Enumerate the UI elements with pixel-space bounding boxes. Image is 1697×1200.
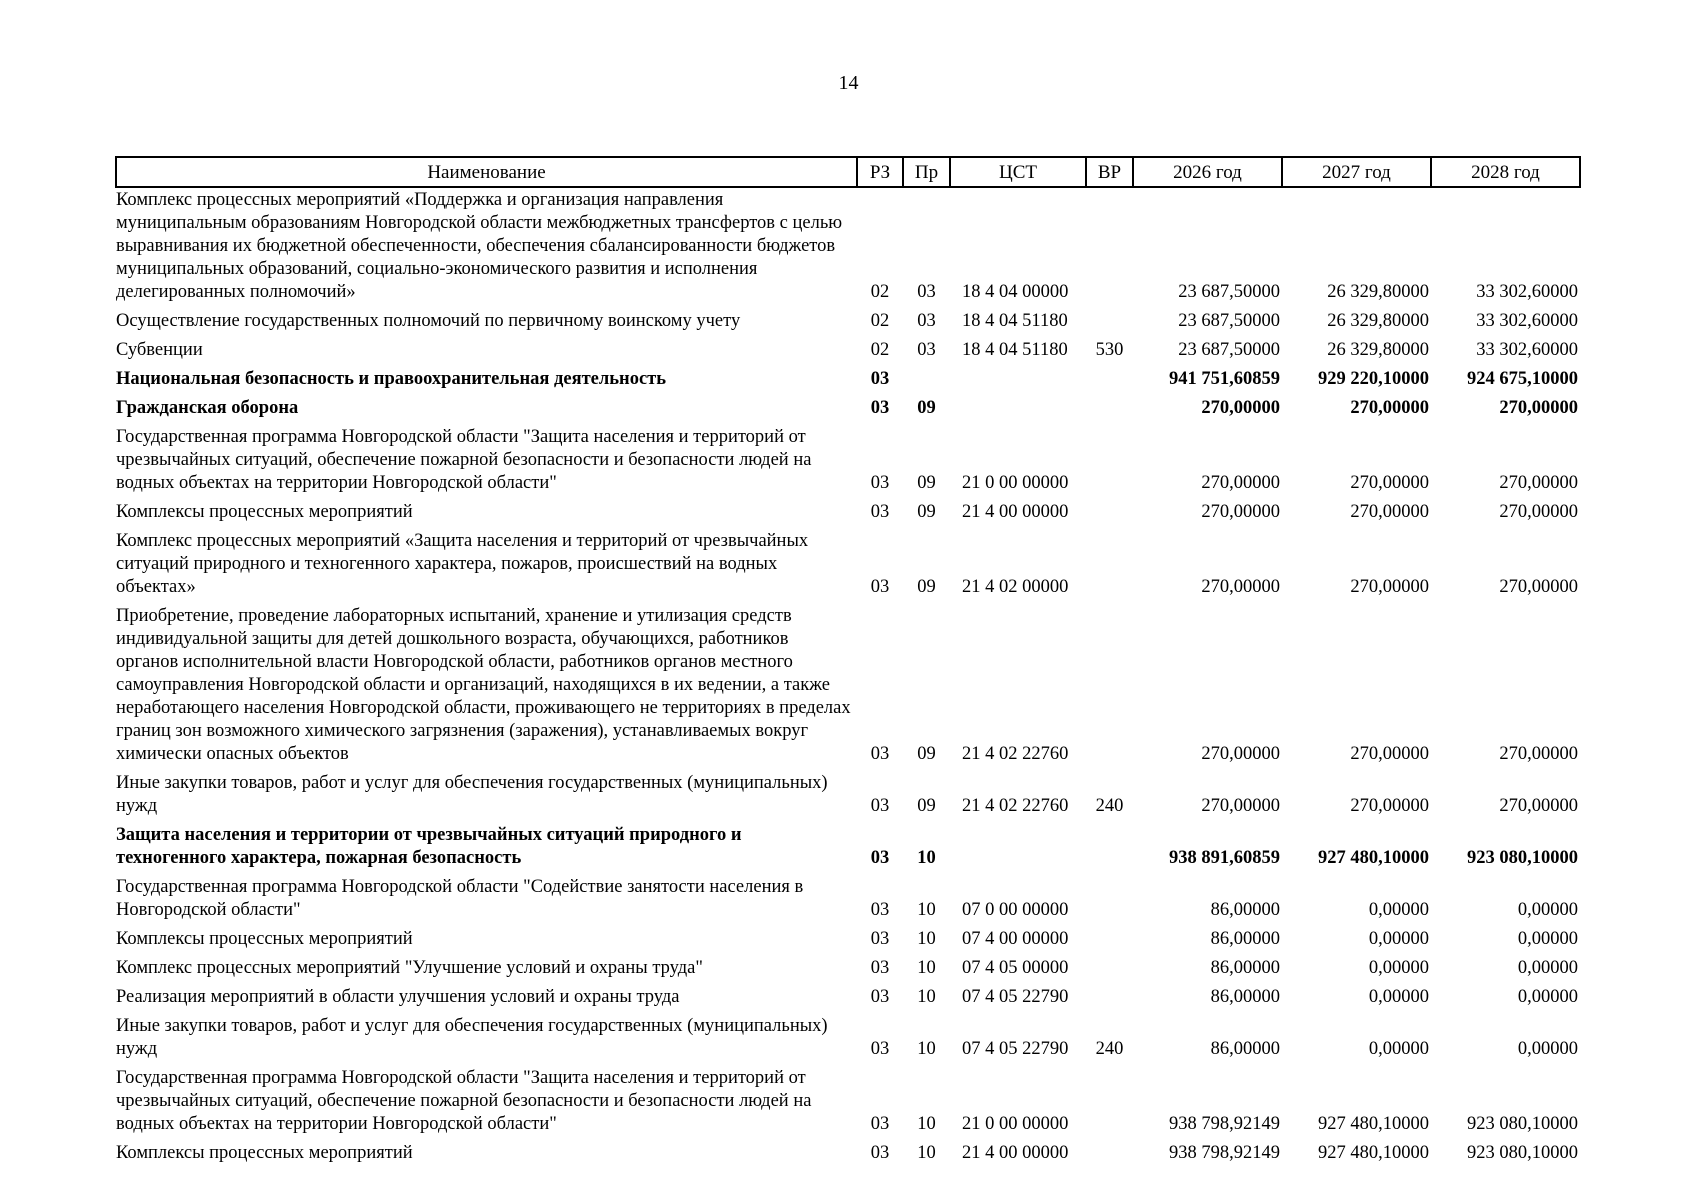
table-row: [116, 530, 1580, 605]
cell-name: Государственная программа Новгородской области "Содействие занятости населения в Новгородской области": [116, 877, 804, 920]
header-2026: 2026 год: [1133, 157, 1282, 187]
cell-y2027: 26 329,80000: [1327, 340, 1429, 360]
cell-vr: 240: [1095, 796, 1124, 816]
table-row: [116, 876, 1580, 928]
cell-name: Субвенции: [116, 340, 203, 360]
cell-y2026: 270,00000: [1201, 473, 1280, 493]
cell-cst: 21 4 02 22760: [962, 796, 1069, 816]
cell-cst: 18 4 04 51180: [962, 311, 1068, 331]
cell-name: Приобретение, проведение лабораторных испытаний, хранение и утилизация средств индивидуальной защиты для детей дошкольного возраста, обучающихся, работников органов исполнительной власти Новгородской области, работников органов местного самоуправления Новгородской области и организаций, находящихся в их ведении, а также неработающего населения Новгородской области, проживающего не территориях в пределах границ зон возможного химического загрязнения (заражения), устанавливаемых вокруг химически опасных объектов: [116, 606, 851, 764]
cell-name: Осуществление государственных полномочий по первичному воинскому учету: [116, 311, 741, 331]
cell-rz: 03: [870, 796, 890, 816]
cell-y2027: 0,00000: [1368, 958, 1429, 978]
cell-cst: 18 4 04 51180: [962, 340, 1068, 360]
cell-rz: 03: [870, 398, 890, 418]
cell-y2026: 23 687,50000: [1178, 282, 1280, 302]
cell-y2026: 86,00000: [1210, 958, 1280, 978]
table-row: [116, 339, 1580, 368]
cell-pr: 10: [917, 1143, 936, 1163]
cell-vr: [1086, 368, 1133, 397]
cell-cst: 21 0 00 00000: [962, 1114, 1069, 1134]
cell-vr: [1086, 957, 1133, 986]
cell-name: Реализация мероприятий в области улучшения условий и охраны труда: [116, 987, 680, 1007]
cell-y2028: 33 302,60000: [1476, 311, 1578, 331]
cell-y2026: 938 798,92149: [1169, 1143, 1280, 1163]
cell-y2026: 941 751,60859: [1169, 369, 1280, 389]
cell-cst: 07 0 00 00000: [962, 900, 1069, 920]
cell-y2026: 270,00000: [1201, 796, 1280, 816]
table-row: [116, 368, 1580, 397]
cell-rz: 03: [870, 929, 890, 949]
header-name: Наименование: [116, 157, 857, 187]
cell-y2028: 0,00000: [1517, 929, 1578, 949]
cell-cst: [950, 368, 1086, 397]
cell-name: Комплекс процессных мероприятий «Защита населения и территорий от чрезвычайных ситуаций природного и техногенного характера, пожаров, происшествий на водных объектах»: [116, 531, 809, 597]
cell-cst: 07 4 05 22790: [962, 987, 1069, 1007]
table-row: [116, 957, 1580, 986]
cell-y2027: 270,00000: [1350, 473, 1429, 493]
cell-y2028: 0,00000: [1517, 1039, 1578, 1059]
cell-cst: 21 4 00 00000: [962, 502, 1069, 522]
cell-y2028: 270,00000: [1499, 744, 1578, 764]
cell-vr: [1086, 530, 1133, 605]
cell-y2027: 927 480,10000: [1318, 848, 1429, 868]
header-rz: РЗ: [857, 157, 903, 187]
cell-y2027: 26 329,80000: [1327, 311, 1429, 331]
cell-vr: [1086, 928, 1133, 957]
cell-pr: 10: [917, 848, 936, 868]
cell-y2028: 270,00000: [1499, 473, 1578, 493]
cell-vr: [1086, 501, 1133, 530]
cell-rz: 03: [870, 473, 890, 493]
cell-y2027: 0,00000: [1368, 900, 1429, 920]
cell-y2028: 0,00000: [1517, 987, 1578, 1007]
cell-vr: [1086, 1142, 1133, 1171]
cell-name: Государственная программа Новгородской области "Защита населения и территорий от чрезвычайных ситуаций, обеспечение пожарной безопасности и безопасности людей на водных объектах на территории Новгородской области": [116, 427, 812, 493]
header-2028: 2028 год: [1431, 157, 1580, 187]
cell-y2027: 0,00000: [1368, 929, 1429, 949]
cell-cst: [950, 824, 1086, 876]
cell-rz: 03: [870, 987, 890, 1007]
cell-pr: 10: [917, 929, 936, 949]
table-row: [116, 928, 1580, 957]
cell-y2026: 270,00000: [1201, 502, 1280, 522]
cell-y2026: 86,00000: [1210, 900, 1280, 920]
table-row: [116, 501, 1580, 530]
cell-y2028: 33 302,60000: [1476, 340, 1578, 360]
cell-y2027: 0,00000: [1368, 987, 1429, 1007]
cell-pr: 03: [917, 282, 936, 302]
cell-y2027: 0,00000: [1368, 1039, 1429, 1059]
cell-vr: [1086, 986, 1133, 1015]
cell-y2028: 33 302,60000: [1476, 282, 1578, 302]
cell-y2027: 26 329,80000: [1327, 282, 1429, 302]
cell-name: Национальная безопасность и правоохранительная деятельность: [116, 369, 667, 389]
cell-name: Иные закупки товаров, работ и услуг для обеспечения государственных (муниципальных) нужд: [116, 773, 828, 816]
table-body: [116, 187, 1580, 1171]
cell-y2027: 270,00000: [1350, 577, 1429, 597]
cell-rz: 03: [870, 1143, 890, 1163]
cell-rz: 03: [870, 848, 890, 868]
cell-pr: 09: [917, 473, 936, 493]
cell-y2028: 270,00000: [1499, 577, 1578, 597]
cell-y2026: 23 687,50000: [1178, 340, 1280, 360]
cell-name: Защита населения и территории от чрезвычайных ситуаций природного и техногенного характера, пожарная безопасность: [116, 825, 742, 868]
cell-pr: 10: [917, 1039, 936, 1059]
cell-y2028: 270,00000: [1499, 502, 1578, 522]
cell-rz: 03: [870, 502, 890, 522]
cell-name: Иные закупки товаров, работ и услуг для обеспечения государственных (муниципальных) нужд: [116, 1016, 828, 1059]
cell-y2028: 924 675,10000: [1467, 369, 1578, 389]
cell-name: Комплекс процессных мероприятий «Поддержка и организация направления муниципальным образованиям Новгородской области межбюджетных трансфертов с целью выравнивания их бюджетной обеспеченности, обеспечения сбалансированности бюджетов муниципальных образований, социально-экономического развития и исполнения делегированных полномочий»: [116, 190, 843, 302]
cell-y2026: 86,00000: [1210, 929, 1280, 949]
budget-table: [115, 156, 1581, 1171]
cell-vr: [1086, 876, 1133, 928]
cell-cst: 07 4 00 00000: [962, 929, 1069, 949]
table-row: [116, 824, 1580, 876]
table-row: [116, 1067, 1580, 1142]
cell-y2026: 270,00000: [1201, 577, 1280, 597]
header-pr: Пр: [903, 157, 950, 187]
table-row: [116, 310, 1580, 339]
cell-cst: 21 0 00 00000: [962, 473, 1069, 493]
cell-y2028: 270,00000: [1499, 398, 1578, 418]
table-row: [116, 187, 1580, 310]
cell-name: Комплексы процессных мероприятий: [116, 1143, 413, 1163]
cell-rz: 02: [870, 340, 890, 360]
cell-y2026: 270,00000: [1201, 398, 1280, 418]
cell-y2026: 938 798,92149: [1169, 1114, 1280, 1134]
table-row: [116, 986, 1580, 1015]
cell-cst: 07 4 05 22790: [962, 1039, 1069, 1059]
cell-y2027: 270,00000: [1350, 796, 1429, 816]
cell-pr: 09: [917, 398, 936, 418]
cell-vr: [1086, 187, 1133, 310]
cell-name: Комплексы процессных мероприятий: [116, 502, 413, 522]
cell-rz: 03: [870, 577, 890, 597]
cell-cst: 18 4 04 00000: [962, 282, 1069, 302]
cell-cst: 07 4 05 00000: [962, 958, 1069, 978]
cell-vr: [1086, 1067, 1133, 1142]
cell-cst: 21 4 02 22760: [962, 744, 1069, 764]
cell-y2027: 927 480,10000: [1318, 1143, 1429, 1163]
cell-rz: 03: [870, 369, 890, 389]
cell-rz: 03: [870, 900, 890, 920]
cell-vr: 530: [1095, 340, 1124, 360]
table-row: [116, 1142, 1580, 1171]
cell-y2028: 0,00000: [1517, 900, 1578, 920]
cell-vr: [1086, 426, 1133, 501]
cell-vr: 240: [1095, 1039, 1124, 1059]
cell-y2026: 270,00000: [1201, 744, 1280, 764]
cell-y2028: 923 080,10000: [1467, 1114, 1578, 1134]
table-header: [116, 157, 1580, 187]
cell-vr: [1086, 824, 1133, 876]
table-row: [116, 605, 1580, 772]
cell-pr: 09: [917, 796, 936, 816]
cell-y2028: 923 080,10000: [1467, 1143, 1578, 1163]
header-2027: 2027 год: [1282, 157, 1431, 187]
cell-y2026: 938 891,60859: [1169, 848, 1280, 868]
cell-cst: 21 4 02 00000: [962, 577, 1069, 597]
cell-y2026: 86,00000: [1210, 1039, 1280, 1059]
cell-pr: 03: [917, 311, 936, 331]
cell-rz: 03: [870, 1114, 890, 1134]
cell-rz: 02: [870, 282, 890, 302]
cell-pr: 10: [917, 958, 936, 978]
cell-y2028: 0,00000: [1517, 958, 1578, 978]
cell-pr: 10: [917, 1114, 936, 1134]
cell-pr: [903, 368, 950, 397]
cell-name: Комплексы процессных мероприятий: [116, 929, 413, 949]
cell-rz: 03: [870, 744, 890, 764]
table-row: [116, 426, 1580, 501]
cell-pr: 10: [917, 900, 936, 920]
cell-pr: 03: [917, 340, 936, 360]
cell-name: Комплекс процессных мероприятий "Улучшение условий и охраны труда": [116, 958, 703, 978]
header-cst: ЦСТ: [950, 157, 1086, 187]
cell-cst: 21 4 00 00000: [962, 1143, 1069, 1163]
cell-rz: 03: [870, 958, 890, 978]
table-row: [116, 1015, 1580, 1067]
cell-vr: [1086, 310, 1133, 339]
cell-pr: 09: [917, 502, 936, 522]
header-row: [116, 157, 1580, 187]
cell-vr: [1086, 605, 1133, 772]
cell-y2028: 270,00000: [1499, 796, 1578, 816]
cell-y2026: 86,00000: [1210, 987, 1280, 1007]
cell-pr: 09: [917, 744, 936, 764]
cell-rz: 02: [870, 311, 890, 331]
cell-y2027: 927 480,10000: [1318, 1114, 1429, 1134]
cell-name: Гражданская оборона: [116, 398, 299, 418]
table-row: [116, 772, 1580, 824]
table-row: [116, 397, 1580, 426]
page-number: 14: [838, 72, 859, 94]
cell-name: Государственная программа Новгородской области "Защита населения и территорий от чрезвычайных ситуаций, обеспечение пожарной безопасности и безопасности людей на водных объектах на территории Новгородской области": [116, 1068, 812, 1134]
cell-pr: 09: [917, 577, 936, 597]
cell-y2027: 270,00000: [1350, 744, 1429, 764]
cell-y2026: 23 687,50000: [1178, 311, 1280, 331]
cell-pr: 10: [917, 987, 936, 1007]
header-vr: ВР: [1086, 157, 1133, 187]
cell-y2027: 929 220,10000: [1318, 369, 1429, 389]
cell-rz: 03: [870, 1039, 890, 1059]
cell-y2028: 923 080,10000: [1467, 848, 1578, 868]
cell-y2027: 270,00000: [1350, 398, 1429, 418]
cell-vr: [1086, 397, 1133, 426]
cell-y2027: 270,00000: [1350, 502, 1429, 522]
cell-cst: [950, 397, 1086, 426]
